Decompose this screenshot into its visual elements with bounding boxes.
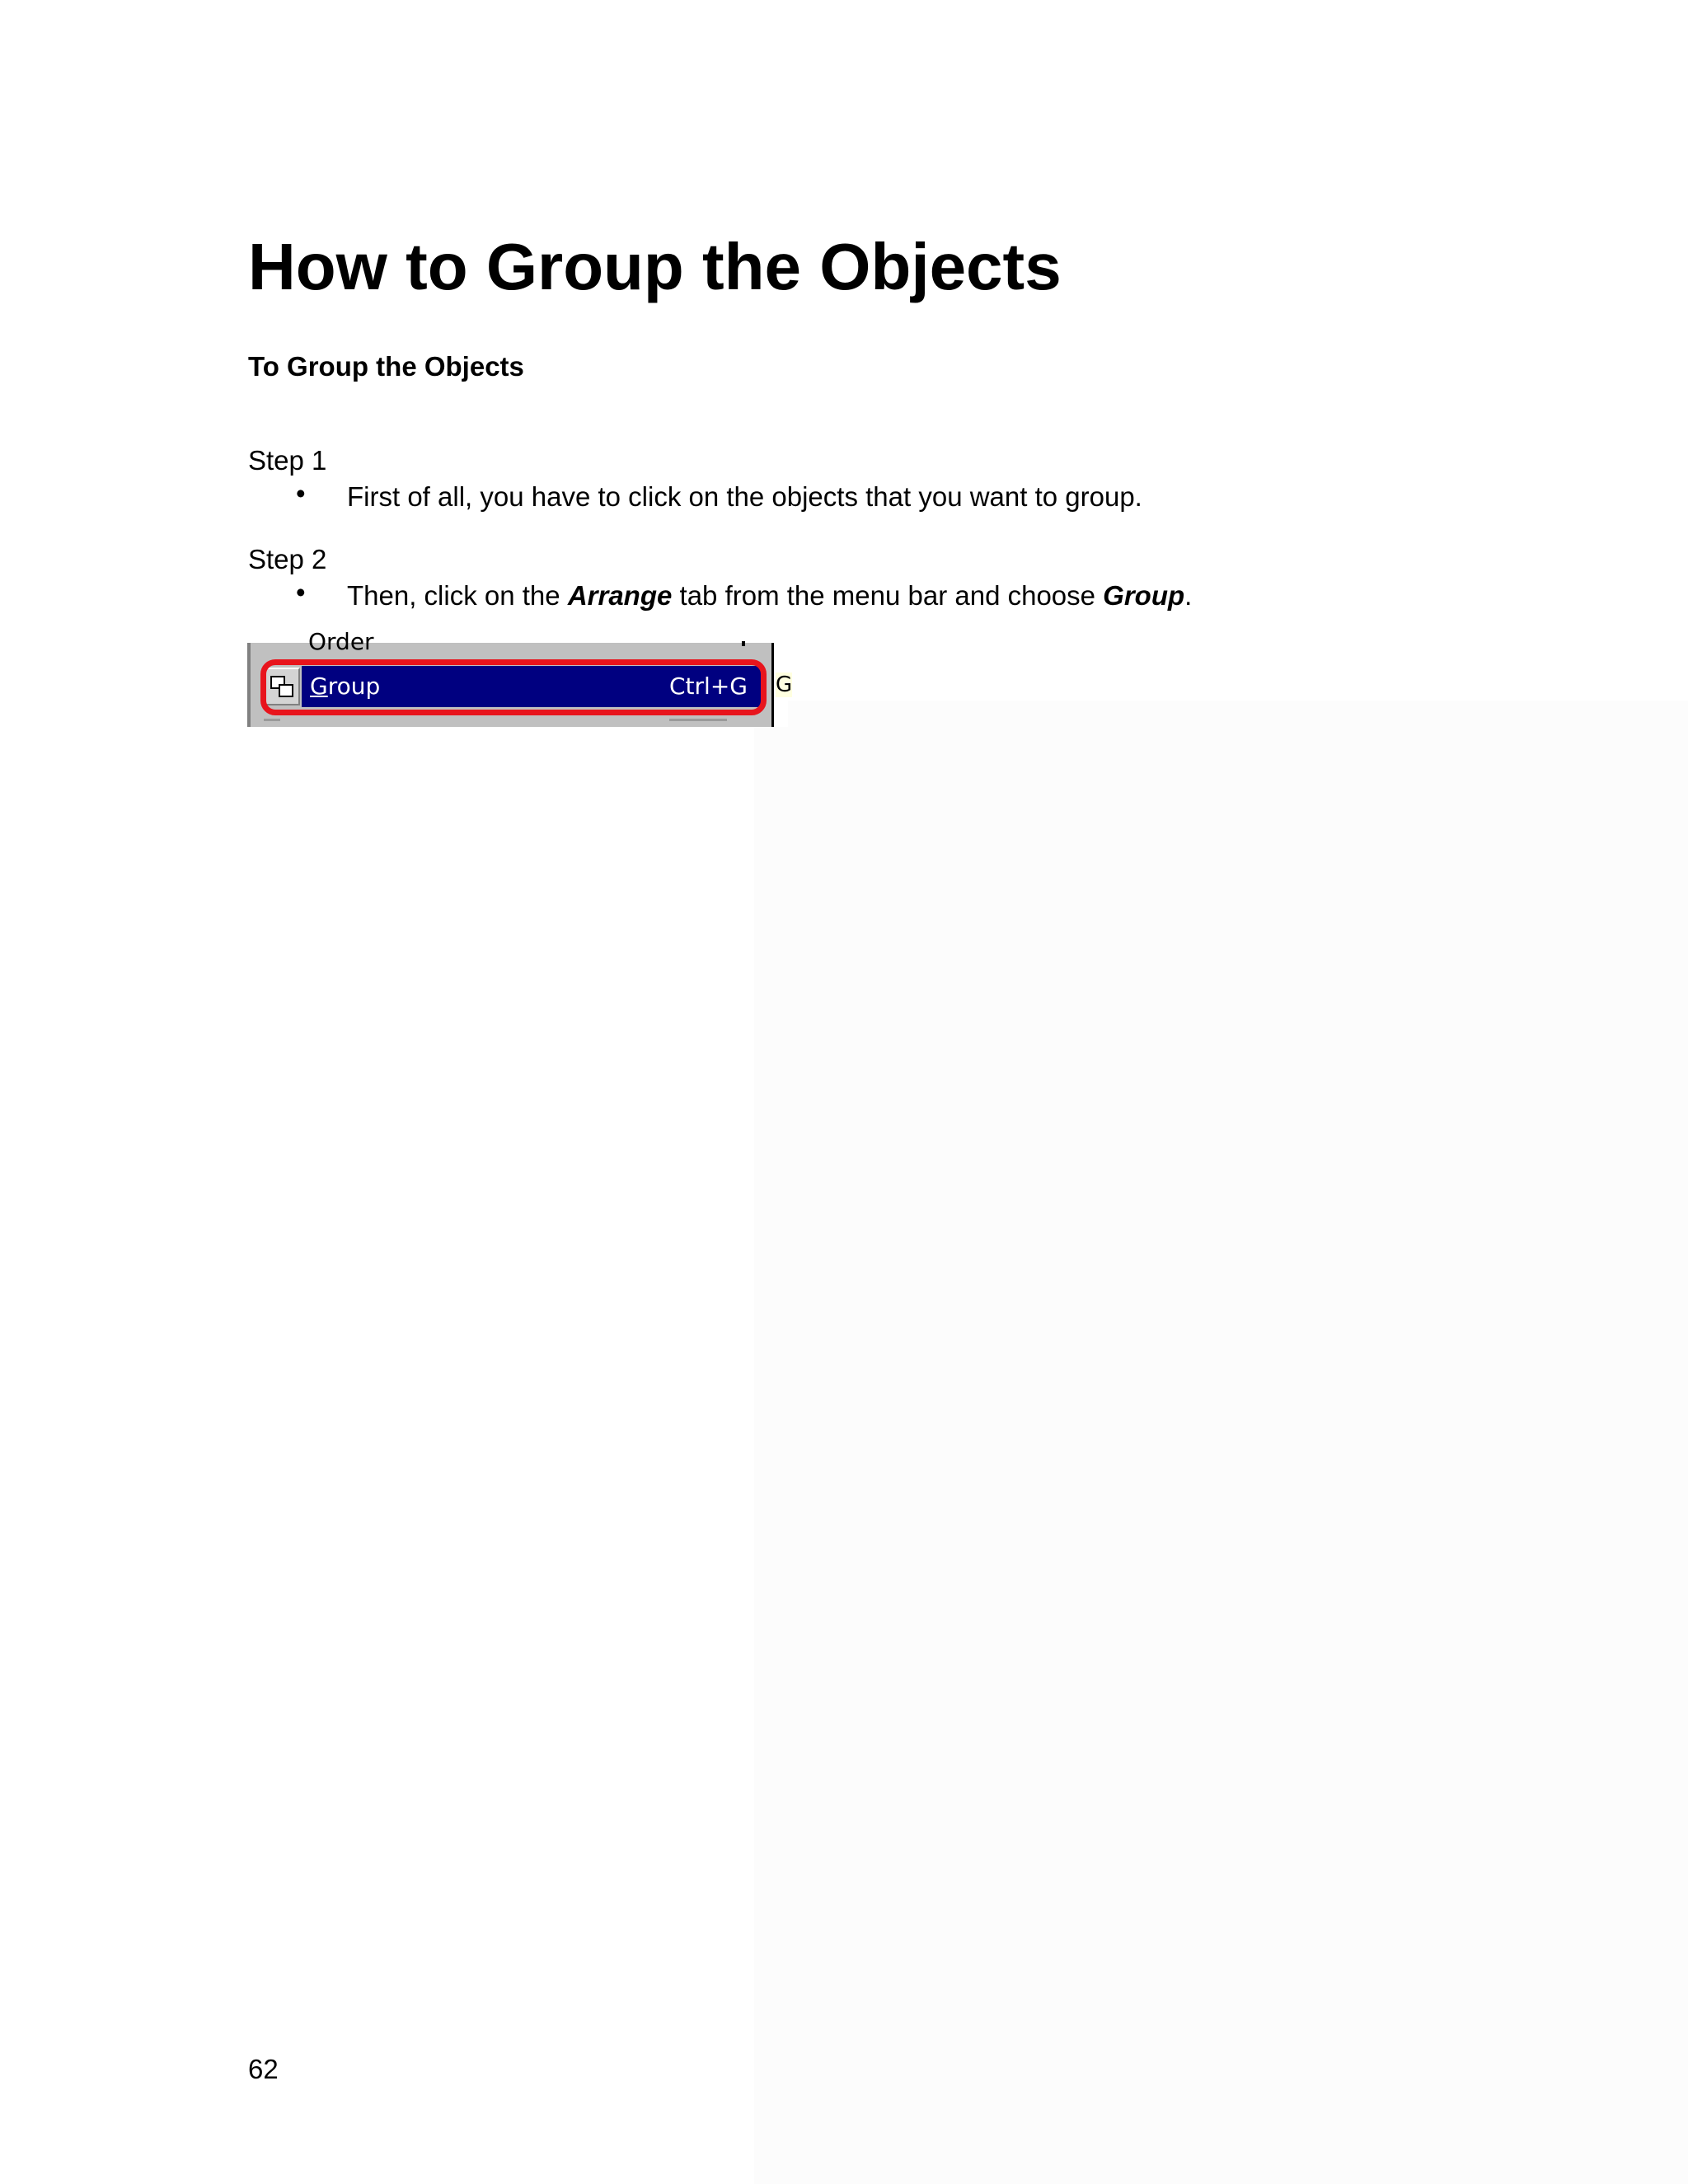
menu-item-group-mnemonic: G xyxy=(310,673,328,700)
page-number: 62 xyxy=(248,2054,279,2084)
step-1-label: Step 1 xyxy=(248,445,327,476)
page-background-shade xyxy=(754,701,1688,2184)
right-frame-char: G xyxy=(776,673,793,697)
step-2-text-after: . xyxy=(1184,580,1193,611)
group-emphasis: Group xyxy=(1103,580,1185,611)
arrange-emphasis: Arrange xyxy=(567,580,673,611)
menu-next-shortcut-fragment xyxy=(669,719,727,721)
menu-next-item-fragment xyxy=(264,719,280,721)
menu-right-frame xyxy=(771,643,793,727)
menu-left-edge xyxy=(247,643,251,727)
menu-item-order: Order xyxy=(308,628,374,655)
step-2-text-before: Then, click on the xyxy=(347,580,568,611)
step-1-text: First of all, you have to click on the objects that you want to group. xyxy=(347,481,1142,512)
menu-item-group-label-rest: roup xyxy=(327,673,381,700)
page-title: How to Group the Objects xyxy=(248,230,1062,303)
step-2-label: Step 2 xyxy=(248,544,327,574)
step-2-text-middle: tab from the menu bar and choose xyxy=(672,580,1104,611)
group-menu-screenshot xyxy=(247,628,793,727)
step-2-bullet: • xyxy=(296,577,306,607)
section-subtitle: To Group the Objects xyxy=(248,351,524,382)
step-2-text xyxy=(347,582,1192,609)
step-1-bullet: • xyxy=(296,478,306,509)
submenu-arrow-icon xyxy=(742,641,745,646)
menu-top-strip xyxy=(247,628,785,655)
menu-item-group-shortcut: Ctrl+G xyxy=(669,673,748,700)
highlight-annotation-ring xyxy=(260,659,767,715)
